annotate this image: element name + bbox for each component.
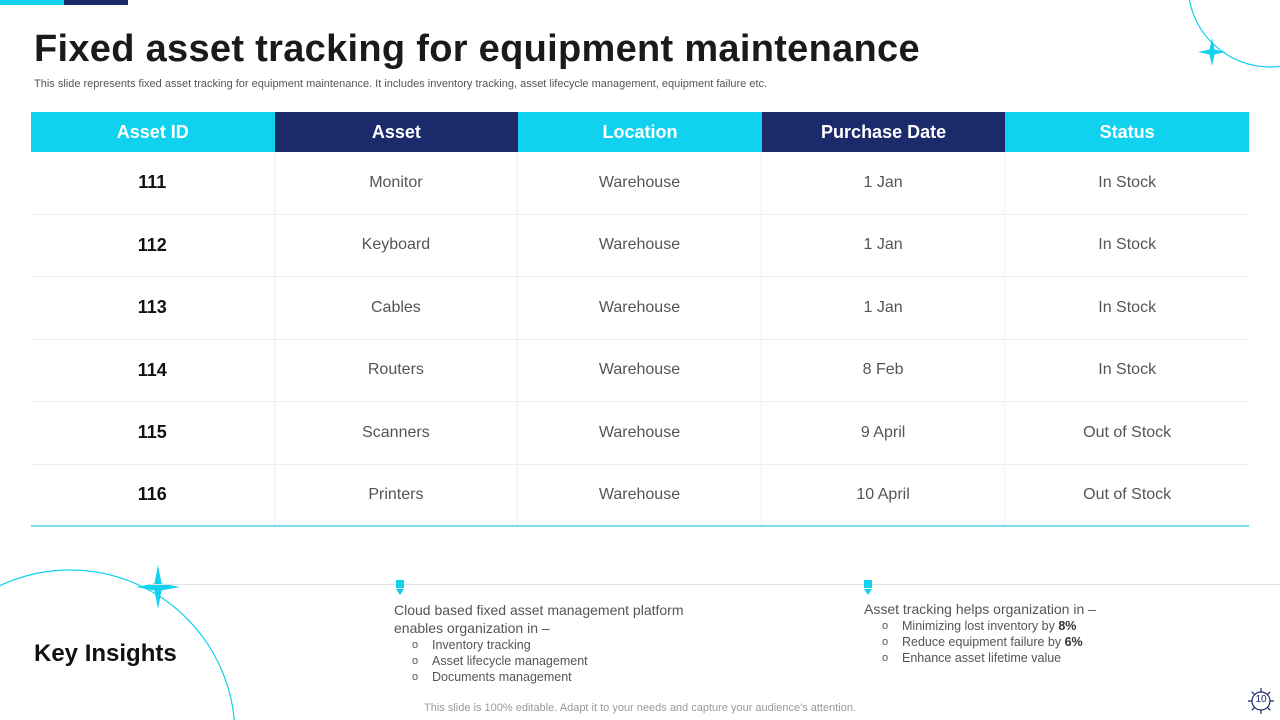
insights-divider — [150, 584, 1280, 585]
table-row — [31, 152, 1249, 215]
marker-icon — [864, 580, 872, 596]
cell-status: Out of Stock — [1083, 485, 1172, 503]
cell-location: Warehouse — [518, 340, 762, 402]
asset-table — [31, 112, 1249, 527]
cell-purchase-date: 9 April — [762, 402, 1006, 464]
cell-asset-id: 114 — [31, 340, 275, 402]
header-asset: Asset — [275, 112, 519, 152]
cell-status: Out of Stock — [1083, 423, 1172, 441]
insight-left-list — [394, 637, 684, 685]
cell-asset: Printers — [275, 465, 519, 526]
header-purchase-date: Purchase Date — [762, 112, 1006, 152]
cell-asset: Cables — [275, 277, 519, 339]
list-item: o Documents management — [394, 669, 684, 685]
cell-status: In Stock — [1098, 298, 1157, 316]
insight-left-lead: Cloud based fixed asset management platform enables organization in – — [394, 602, 684, 636]
cell-asset-id: 111 — [31, 152, 275, 214]
page-subtitle: This slide represents fixed asset tracking for equipment maintenance. It includes inventory tracking, asset lifecycle management, equipment failure etc. — [34, 78, 768, 90]
top-accent-bar-navy — [64, 0, 128, 5]
list-item: o Enhance asset lifetime value — [864, 650, 1164, 666]
header-status: Status — [1005, 112, 1249, 152]
header-asset-id: Asset ID — [31, 112, 275, 152]
header-location: Location — [518, 112, 762, 152]
list-item: o Reduce equipment failure by 6% — [864, 634, 1164, 650]
cell-asset: Scanners — [275, 402, 519, 464]
list-item: o Inventory tracking — [394, 637, 684, 653]
cell-asset-id: 113 — [31, 277, 275, 339]
cell-purchase-date: 1 Jan — [762, 215, 1006, 277]
insight-left — [394, 601, 684, 685]
table-row — [31, 402, 1249, 465]
cell-asset: Routers — [275, 340, 519, 402]
table-row — [31, 215, 1249, 278]
cell-location: Warehouse — [518, 215, 762, 277]
cell-location: Warehouse — [518, 277, 762, 339]
cell-asset-id: 116 — [31, 465, 275, 526]
cell-status: In Stock — [1098, 361, 1157, 379]
sparkle-icon — [1198, 38, 1226, 66]
sparkle-icon — [136, 565, 180, 609]
list-item: o Minimizing lost inventory by 8% — [864, 618, 1164, 634]
marker-icon — [396, 580, 404, 596]
cell-location: Warehouse — [518, 465, 762, 526]
page-number: 10 — [1255, 694, 1267, 705]
cell-location: Warehouse — [518, 152, 762, 214]
page-number-badge — [1246, 686, 1276, 716]
cell-purchase-date: 1 Jan — [762, 152, 1006, 214]
cell-asset-id: 112 — [31, 215, 275, 277]
insight-right-list — [864, 618, 1164, 666]
cell-asset: Monitor — [275, 152, 519, 214]
list-item: o Asset lifecycle management — [394, 653, 684, 669]
cell-asset: Keyboard — [275, 215, 519, 277]
table-row — [31, 340, 1249, 403]
table-header-row — [31, 112, 1249, 152]
cell-status: In Stock — [1098, 236, 1157, 254]
top-accent-bar-cyan — [0, 0, 64, 5]
table-row — [31, 465, 1249, 528]
cell-purchase-date: 8 Feb — [762, 340, 1006, 402]
cell-purchase-date: 1 Jan — [762, 277, 1006, 339]
cell-status: In Stock — [1098, 173, 1157, 191]
page-title: Fixed asset tracking for equipment maintenance — [34, 28, 920, 70]
insight-right — [864, 600, 1164, 666]
key-insights-heading: Key Insights — [34, 640, 177, 667]
cell-purchase-date: 10 April — [762, 465, 1006, 526]
cell-location: Warehouse — [518, 402, 762, 464]
cell-asset-id: 115 — [31, 402, 275, 464]
insight-right-lead: Asset tracking helps organization in – — [864, 601, 1096, 617]
table-row — [31, 277, 1249, 340]
footer-note: This slide is 100% editable. Adapt it to your needs and capture your audience's attention. — [424, 702, 856, 714]
